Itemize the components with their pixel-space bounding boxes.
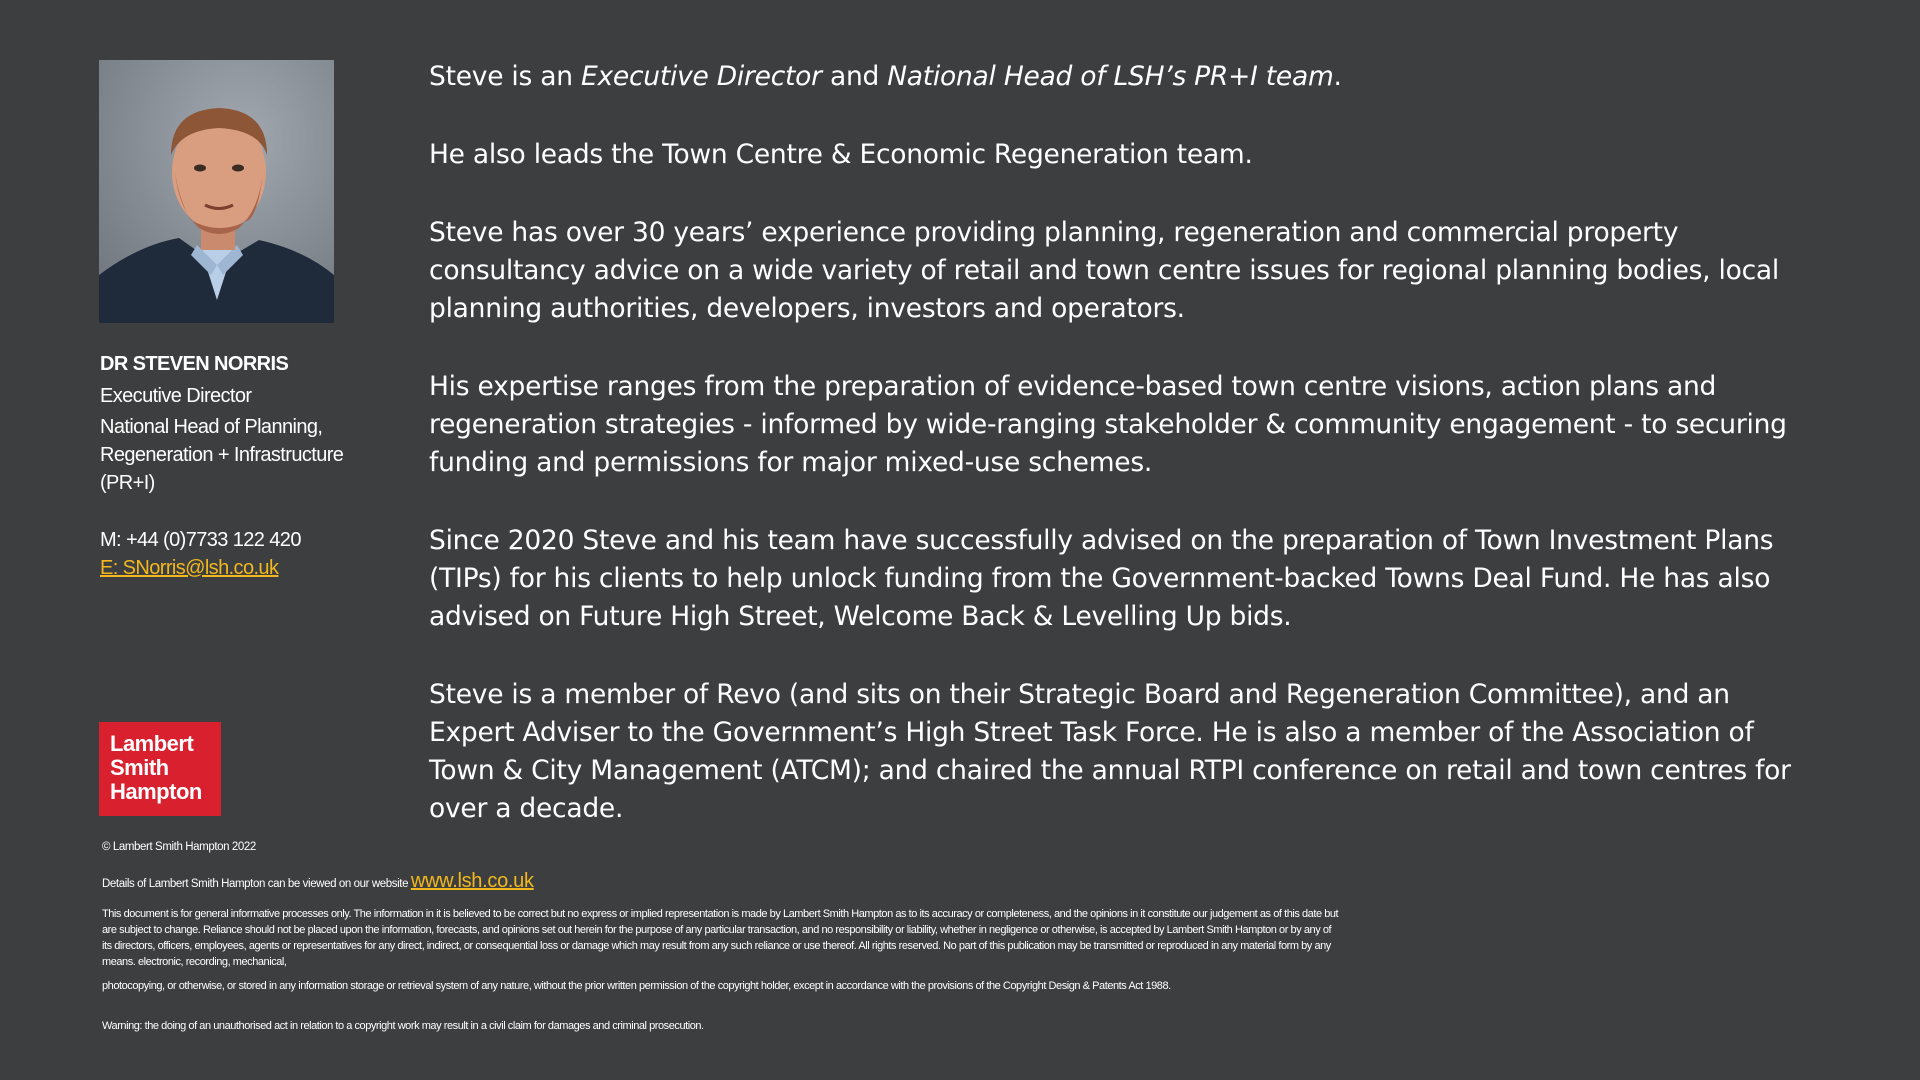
bio-paragraph-6: Steve is a member of Revo (and sits on their Strategic Board and Regeneration Committee), and an Expert Adviser to the Government’s High Street Task Force. He is also a member of the Association of Town & City Management (ATCM); and chaired the annual RTPI conference on retail and town centres for over a decade. [429, 679, 1791, 824]
profile-photo [99, 60, 334, 323]
disclaimer-text-continued: photocopying, or otherwise, or stored in any information storage or retrieval system of any nature, without the prior written permission of the copyright holder, except in accordance with the provisions of the Copyright Design & Patents Act 1988. [102, 980, 1171, 992]
bio-paragraph-2: He also leads the Town Centre & Economic Regeneration team. [429, 139, 1253, 170]
website-link[interactable]: www.lsh.co.uk [410, 870, 534, 892]
logo-line-2: Smith [110, 755, 169, 780]
profile-phone: M: +44 (0)7733 122 420 [100, 529, 301, 551]
profile-email-link[interactable]: E: SNorris@lsh.co.uk [100, 557, 279, 579]
profile-name: DR STEVEN NORRIS [100, 353, 289, 375]
bio-p1-text-c: . [1333, 61, 1342, 92]
bio-paragraph-4: His expertise ranges from the preparation of evidence-based town centre visions, action plans and regeneration strategies - informed by wide-ranging stakeholder & community engagement - to securing funding and permissions for major mixed-use schemes. [429, 371, 1787, 478]
website-details [102, 870, 534, 893]
lsh-logo [99, 722, 221, 816]
profile-card [100, 350, 400, 582]
biography [429, 58, 1809, 828]
profile-department: National Head of Planning, Regeneration + Infrastructure (PR+I) [100, 416, 344, 494]
logo-line-1: Lambert [110, 731, 194, 756]
bio-paragraph-5: Since 2020 Steve and his team have successfully advised on the preparation of Town Investment Plans (TIPs) for his clients to help unlock funding from the Government-backed Towns Deal Fund. He has also advised on Future High Street, Welcome Back & Levelling Up bids. [429, 525, 1774, 632]
bio-paragraph-1 [429, 58, 1809, 96]
website-details-text: Details of Lambert Smith Hampton can be viewed on our website [102, 878, 411, 890]
bio-p1-text-a: Steve is an [429, 61, 581, 92]
bio-paragraph-3: Steve has over 30 years’ experience providing planning, regeneration and commercial property consultancy advice on a wide variety of retail and town centre issues for regional planning bodies, local planning authorities, developers, investors and operators. [429, 217, 1780, 324]
profile-title: Executive Director [100, 385, 252, 407]
bio-p1-team: National Head of LSH’s PR+I team [887, 61, 1334, 92]
bio-p1-role: Executive Director [580, 61, 822, 92]
bio-p1-text-b: and [821, 61, 888, 92]
logo-line-3: Hampton [110, 779, 202, 804]
copyright-warning: Warning: the doing of an unauthorised act in relation to a copyright work may result in a civil claim for damages and criminal prosecution. [102, 1020, 704, 1032]
disclaimer-text: This document is for general informative processes only. The information in it is believed to be correct but no express or implied representation is made by Lambert Smith Hampton as to its accuracy or completeness, and the opinions in it constitute our judgement as of this date but are subject to change. Reliance should not be placed upon the information, forecasts, and opinions set out herein for the purpose of any particular transaction, and no responsibility or liability, whether in negligence or otherwise, is accepted by Lambert Smith Hampton or by any of its directors, officers, employees, agents or representatives for any direct, indirect, or consequential loss or damage which may result from any such reliance or use thereof. All rights reserved. No part of this publication may be transmitted or reproduced in any material form by any means. electronic, recording, mechanical, [102, 908, 1339, 968]
copyright-notice: © Lambert Smith Hampton 2022 [102, 841, 256, 853]
